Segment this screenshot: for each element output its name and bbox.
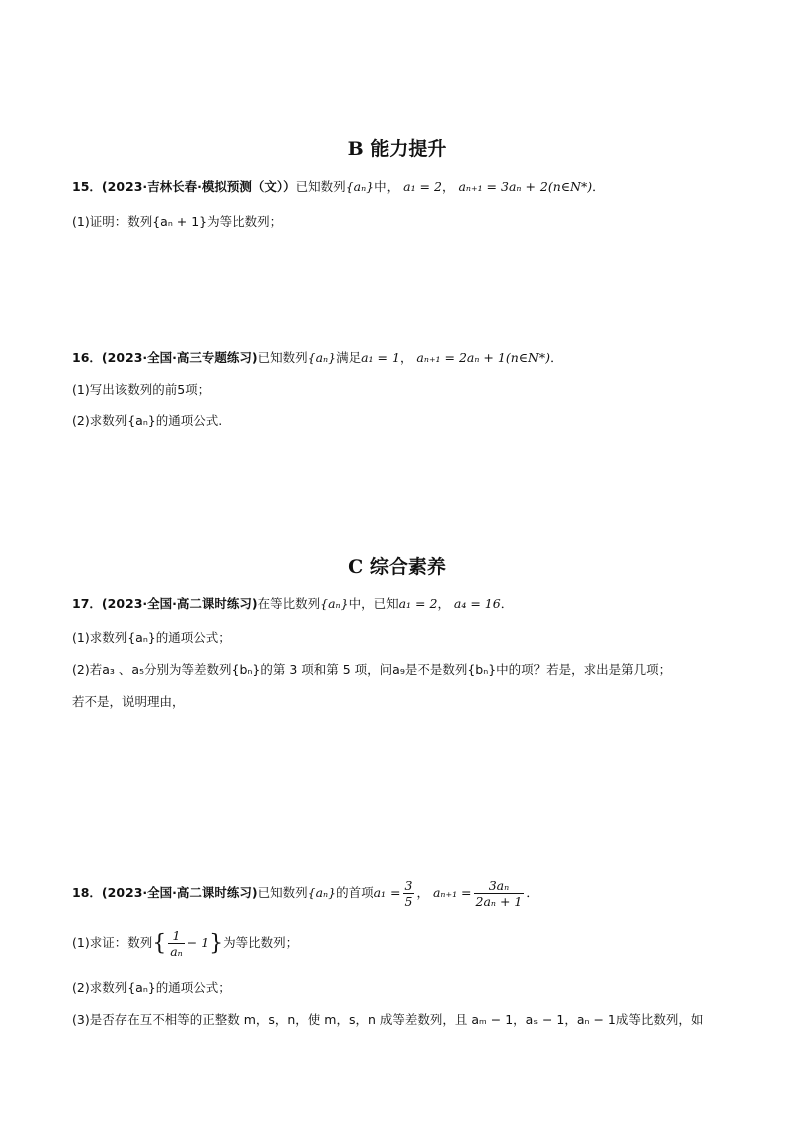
part-text: 写出该数列的前5项； <box>89 382 211 397</box>
condition-initial: a₁ = 2 <box>403 179 442 194</box>
question-number: 16． <box>72 350 102 365</box>
stem-end: ． <box>592 179 605 194</box>
question-17-stem: 17．(2023·全国·高二课时练习)在等比数列{aₙ}中，已知a₁ = 2， a₄ = 16． <box>72 596 514 611</box>
question-source: (2023·全国·高二课时练习) <box>101 885 258 900</box>
section-title-b: B 能力提升 <box>347 138 447 160</box>
condition-initial-lhs: a₁ = <box>373 885 401 900</box>
question-source: (2023·全国·高三专题练习) <box>101 350 258 365</box>
condition-fourth-term: a₄ = 16 <box>453 596 501 611</box>
question-16-part-1 <box>72 380 210 398</box>
question-16-stem: 16．(2023·全国·高三专题练习)已知数列{aₙ}满足a₁ = 1， aₙ₊₁ = 2aₙ + 1(n∈N*)． <box>72 350 563 365</box>
part-label: (2) <box>72 413 90 428</box>
part-label: (1) <box>72 935 90 950</box>
fraction-initial <box>403 878 415 909</box>
question-17-part-1 <box>72 628 231 646</box>
question-18-part-3 <box>72 1010 703 1028</box>
fraction-recurrence <box>474 878 525 909</box>
question-15-stem: 15．(2023·吉林长春·模拟预测（文））已知数列{aₙ}中， a₁ = 2， aₙ₊₁ = 3aₙ + 2(n∈N*)． <box>72 179 605 194</box>
stem-text: 在等比数列 <box>257 596 321 611</box>
question-18-part-2 <box>72 978 231 996</box>
fraction-denominator: 2aₙ + 1 <box>475 894 523 909</box>
fraction-denominator: aₙ <box>170 944 183 959</box>
condition-recurrence-lhs: aₙ₊₁ = <box>432 885 472 900</box>
stem-text: 已知数列 <box>295 179 346 194</box>
sequence-symbol: {aₙ} <box>307 885 337 900</box>
stem-text: 已知数列 <box>257 885 308 900</box>
question-source: (2023·全国·高二课时练习) <box>101 596 258 611</box>
sequence-symbol: {aₙ} <box>345 179 375 194</box>
condition-first-term: a₁ = 2 <box>398 596 438 611</box>
question-source: (2023·吉林长春·模拟预测（文）） <box>101 179 296 194</box>
part-label: (2) <box>72 980 90 995</box>
stem-text: 中， <box>374 179 400 194</box>
part-text: 为等比数列； <box>223 935 299 950</box>
part-text: 若不是，说明理由， <box>72 694 185 709</box>
fraction-reciprocal <box>168 928 185 959</box>
fraction-denominator: 5 <box>404 894 413 909</box>
part-text: 求数列{aₙ}的通项公式； <box>89 630 231 645</box>
right-brace: } <box>209 931 224 956</box>
stem-text: 满足 <box>336 350 362 365</box>
part-label: (1) <box>72 214 90 229</box>
sequence-symbol: {aₙ} <box>307 350 337 365</box>
question-number: 15． <box>72 179 102 194</box>
question-17-part-2-continued <box>72 692 185 710</box>
part-text: 是否存在互不相等的正整数 m，s，n，使 m，s，n 成等差数列，且 aₘ − 1，aₛ − 1，aₙ − 1成等比数列，如 <box>89 1012 704 1027</box>
stem-end: ． <box>500 596 514 611</box>
question-number: 17． <box>72 596 102 611</box>
fraction-numerator: 1 <box>168 928 185 944</box>
stem-end: ． <box>526 885 539 900</box>
question-15-part-1 <box>72 212 282 230</box>
part-text: 证明：数列{aₙ + 1}为等比数列； <box>89 214 283 229</box>
part-label: (3) <box>72 1012 90 1027</box>
fraction-numerator: 3 <box>404 878 413 893</box>
part-text: 求证：数列 <box>89 935 153 950</box>
condition-initial: a₁ = 1 <box>361 350 400 365</box>
question-16-part-2 <box>72 411 222 429</box>
stem-end: ． <box>550 350 563 365</box>
part-text: 求数列{aₙ}的通项公式. <box>89 413 223 428</box>
question-17-part-2 <box>72 660 671 678</box>
part-text: 求数列{aₙ}的通项公式； <box>89 980 231 995</box>
part-label: (1) <box>72 382 90 397</box>
part-label: (1) <box>72 630 90 645</box>
question-18-part-1 <box>72 928 298 959</box>
stem-text: 的首项 <box>336 885 374 900</box>
condition-recurrence: aₙ₊₁ = 3aₙ + 2(n∈N*) <box>458 179 593 194</box>
fraction-numerator: 3aₙ <box>474 878 525 894</box>
part-text: 若a₃ 、a₅分别为等差数列{bₙ}的第 3 项和第 5 项，问a₉是不是数列{bₙ}中的项？若是，求出是第几项； <box>89 662 672 677</box>
stem-text: 中，已知 <box>348 596 399 611</box>
sequence-symbol: {aₙ} <box>320 596 349 611</box>
left-brace: { <box>152 931 167 956</box>
minus-one: − 1 <box>186 935 210 950</box>
part-label: (2) <box>72 662 90 677</box>
stem-text: 已知数列 <box>257 350 308 365</box>
condition-recurrence: aₙ₊₁ = 2aₙ + 1(n∈N*) <box>416 350 551 365</box>
question-number: 18． <box>72 885 102 900</box>
question-18-stem: 18．(2023·全国·高二课时练习)已知数列{aₙ}的首项a₁ = $\frac{3}{5}$ ， aₙ₊₁ = $\frac{\text{3aₙ}}{\text{2aₙ + 1}}$ ． <box>72 878 539 909</box>
section-title-c: C 综合素养 <box>348 556 446 578</box>
